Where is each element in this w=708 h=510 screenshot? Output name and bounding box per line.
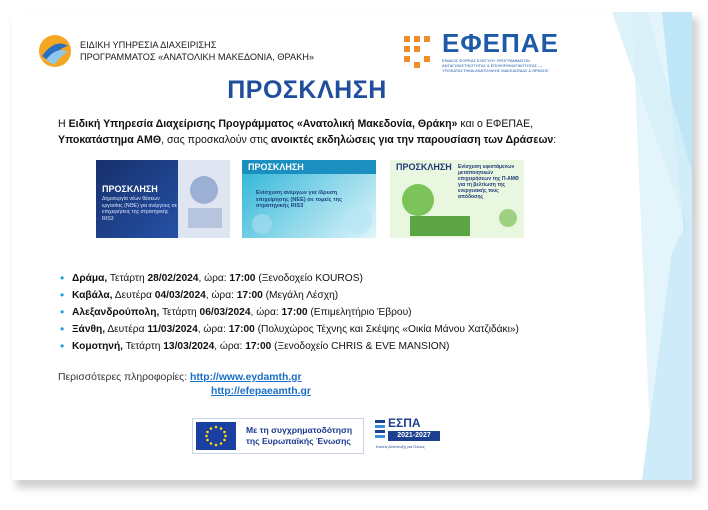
eu-text-line1: Με τη συγχρηματοδότηση bbox=[246, 425, 353, 435]
intro-bold: Υποκατάστημα ΑΜΘ bbox=[58, 134, 162, 146]
eu-text-line2: της Ευρωπαϊκής Ένωσης bbox=[246, 436, 351, 446]
espa-name: ΕΣΠΑ bbox=[388, 416, 421, 430]
efepae-name: ΕΦΕΠΑΕ bbox=[442, 28, 559, 58]
espa-subtitle: Κανείς Ανάπτυξη για Όλους bbox=[376, 444, 425, 449]
more-info bbox=[58, 370, 302, 386]
list-item: • Δράμα, Τετάρτη 28/02/2024, ώρα: 17:00 (Ξενοδοχείο KOUROS) bbox=[60, 270, 519, 287]
intro-bold: ανοικτές εκδηλώσεις για την παρουσίαση των Δράσεων bbox=[270, 134, 554, 146]
efepae-grid-icon bbox=[402, 34, 438, 70]
thumbnail-title: ΠΡΟΣΚΛΗΣΗ bbox=[396, 162, 452, 172]
events-list bbox=[60, 270, 519, 355]
intro-paragraph bbox=[58, 116, 618, 148]
thumbnail-action-3[interactable] bbox=[390, 160, 524, 238]
intro-text: , σας προσκαλούν στις bbox=[161, 134, 271, 146]
more-info-label: Περισσότερες πληροφορίες: bbox=[58, 372, 190, 383]
efepae-subtitle: ΕΝΙΑΙΟΣ ΦΟΡΕΑΣ ΕΛΕΓΧΟΥ ΠΡΟΓΡΑΜΜΑΤΩΝ ΑΝΤΑΓΩΝΙΣΤΙΚΟΤΗΤΑΣ & ΕΠΙΧΕΙΡΗΜΑΤΙΚΟΤΗΤΑΣ — ΥΠΟΚΑΤΑΣΤΗΜΑ ΑΝΑΤΟΛΙΚΗΣ ΜΑΚΕΔΟΝΙΑΣ & ΘΡΑΚΗΣ bbox=[442, 58, 549, 73]
espa-logo bbox=[374, 416, 442, 454]
list-item: • Κομοτηνή, Τετάρτη 13/03/2024, ώρα: 17:00 (Ξενοδοχείο CHRIS & EVE MANSION) bbox=[60, 338, 519, 355]
list-item: • Αλεξανδρούπολη, Τετάρτη 06/03/2024, ώρα: 17:00 (Επιμελητήριο Έβρου) bbox=[60, 304, 519, 321]
thumbnail-text: Ενίσχυση υφιστάμενων μεταποιητικών επιχειρήσεων της Π-ΑΜΘ για τη βελτίωση της ενεργειακής τους απόδοσης bbox=[458, 164, 519, 200]
list-item: • Ξάνθη, Δευτέρα 11/03/2024, ώρα: 17:00 (Πολυχώρος Τέχνης και Σκέψης «Οικία Μάνου Χατζιδάκι») bbox=[60, 321, 519, 338]
list-item: • Καβάλα, Δευτέρα 04/03/2024, ώρα: 17:00 (Μεγάλη Λέσχη) bbox=[60, 287, 519, 304]
agency-header bbox=[38, 34, 314, 68]
invitation-card bbox=[12, 12, 692, 480]
agency-logo-icon bbox=[38, 34, 72, 68]
thumbnail-title: ΠΡΟΣΚΛΗΣΗ bbox=[248, 162, 304, 172]
agency-line2: ΠΡΟΓΡΑΜΜΑΤΟΣ «ΑΝΑΤΟΛΙΚΗ ΜΑΚΕΔΟΝΙΑ, ΘΡΑΚΗ» bbox=[80, 52, 315, 62]
intro-text: και ο ΕΦΕΠΑΕ, bbox=[457, 118, 534, 130]
thumbnail-action-1[interactable] bbox=[96, 160, 230, 238]
page-title: ΠΡΟΣΚΛΗΣΗ bbox=[227, 76, 387, 104]
espa-logo-icon bbox=[374, 418, 386, 440]
intro-text: Η bbox=[58, 118, 69, 130]
efepae-link[interactable]: http://efepaeamth.gr bbox=[211, 386, 311, 397]
espa-years: 2021-2027 bbox=[388, 431, 440, 441]
efepae-logo bbox=[402, 28, 562, 74]
thumbnail-title: ΠΡΟΣΚΛΗΣΗ bbox=[102, 184, 158, 194]
agency-line1: ΕΙΔΙΚΗ ΥΠΗΡΕΣΙΑ ΔΙΑΧΕΙΡΙΣΗΣ bbox=[80, 40, 217, 50]
eydamth-link[interactable]: http://www.eydamth.gr bbox=[189, 372, 302, 383]
eu-cofunding-badge bbox=[192, 418, 364, 454]
thumbnail-action-2[interactable] bbox=[242, 160, 376, 238]
intro-bold: Ειδική Υπηρεσία Διαχείρισης Προγράμματος «Ανατολική Μακεδονία, Θράκη» bbox=[68, 118, 458, 130]
eu-flag-icon bbox=[196, 422, 236, 450]
thumbnail-text: Ενίσχυση ανέργων για ίδρυση επιχείρησης (ΝΕΕ) σε τομείς της στρατηγικής RIS3 bbox=[256, 190, 342, 209]
thumbnail-text: Δημιουργία νέων θέσεων εργασίας (ΝΘΕ) για ανέργους σε επιχειρήσεις της στρατηγικής RIS3 bbox=[102, 196, 178, 222]
intro-text: : bbox=[553, 134, 557, 146]
